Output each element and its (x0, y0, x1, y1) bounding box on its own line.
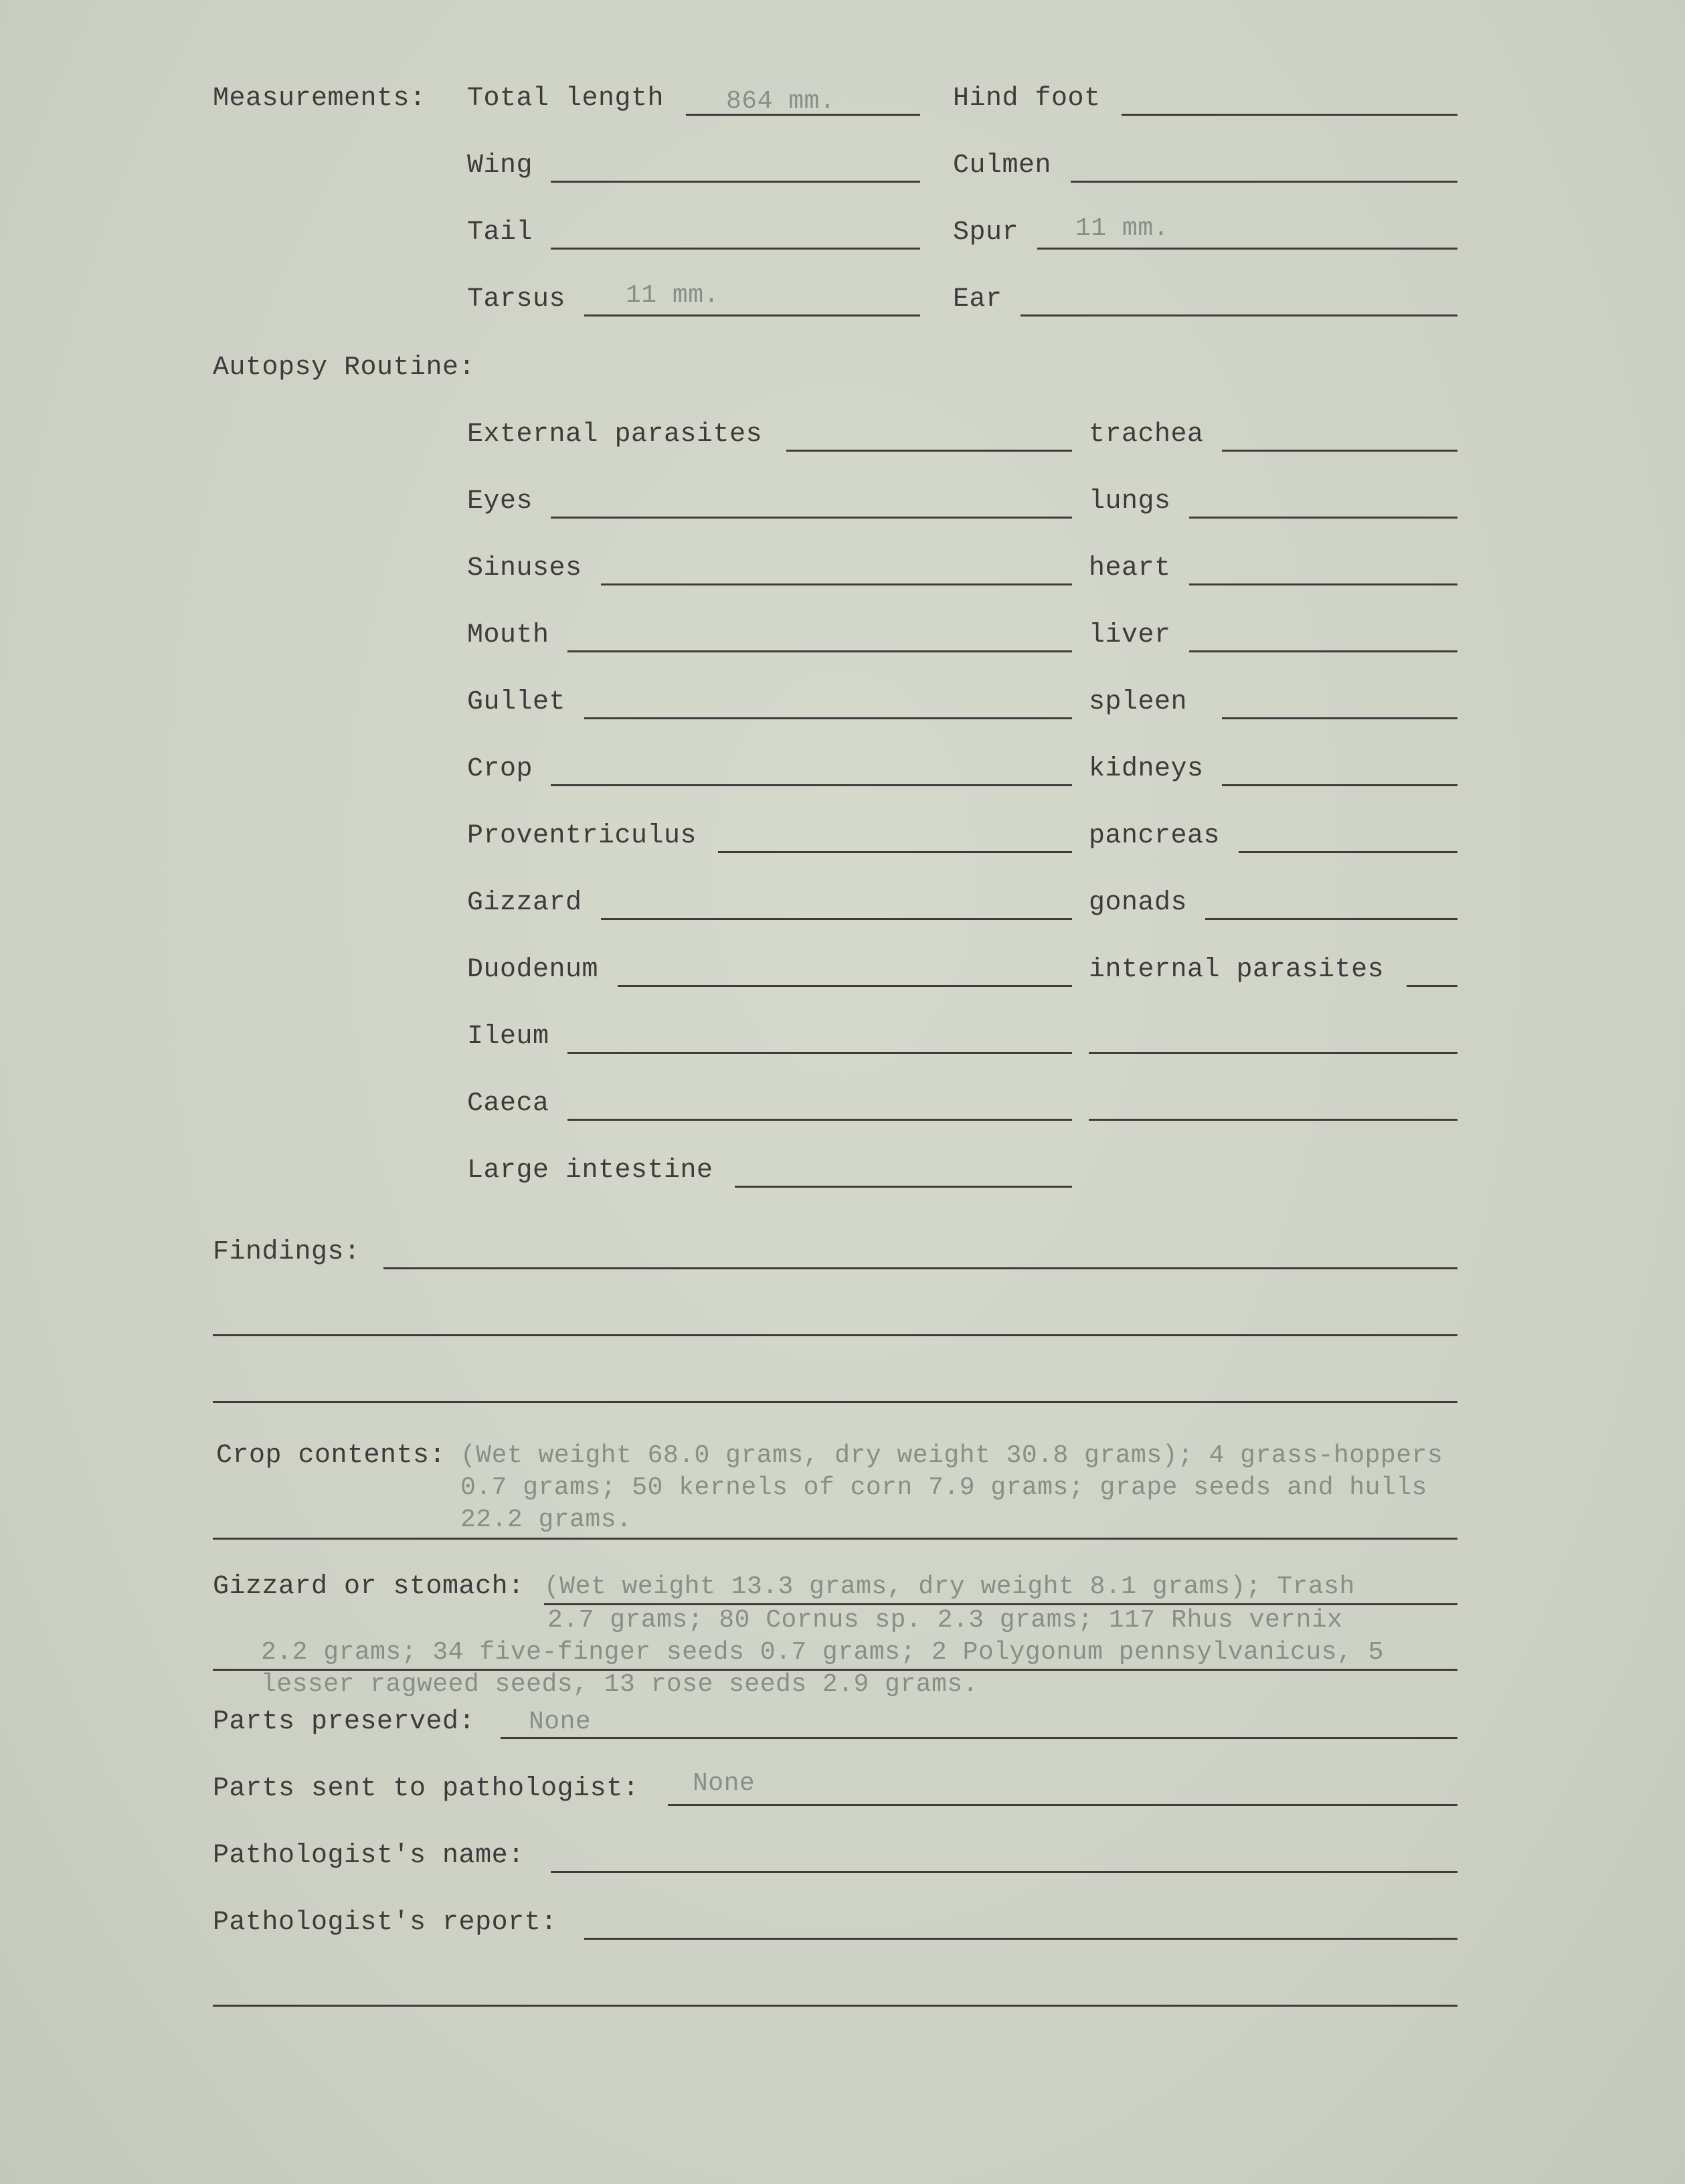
total-length-value: 864 mm. (726, 87, 836, 116)
findings-line-3 (213, 1401, 1457, 1403)
gizzard-line (601, 918, 1072, 920)
heart-line (1189, 583, 1457, 585)
mouth-line (567, 650, 1072, 652)
pathologist-report-line-1 (584, 1938, 1457, 1940)
ear-line (1021, 314, 1457, 316)
duodenum-line (618, 985, 1072, 987)
crop-contents-line-3: 22.2 grams. (460, 1506, 632, 1534)
proventriculus-label: Proventriculus (467, 821, 697, 851)
sinuses-line (601, 583, 1072, 585)
large-intestine-line (735, 1186, 1072, 1188)
kidneys-label: kidneys (1089, 754, 1204, 784)
gizzard-contents-line-4: lesser ragweed seeds, 13 rose seeds 2.9 grams. (261, 1670, 978, 1699)
blank-line-right-2 (1089, 1119, 1457, 1121)
pathologist-name-line (551, 1871, 1457, 1873)
ileum-line (567, 1052, 1072, 1054)
caeca-line (567, 1119, 1072, 1121)
crop-contents-line (213, 1538, 1457, 1540)
gizzard-stomach-label: Gizzard or stomach: (213, 1572, 525, 1602)
duodenum-label: Duodenum (467, 955, 599, 985)
gullet-line (584, 717, 1072, 719)
parts-preserved-label: Parts preserved: (213, 1707, 476, 1737)
findings-label: Findings: (213, 1237, 361, 1267)
kidneys-line (1222, 784, 1457, 786)
spur-line (1037, 248, 1457, 250)
crop-contents-line-2: 0.7 grams; 50 kernels of corn 7.9 grams; grape seeds and hulls (460, 1473, 1427, 1502)
internal-parasites-line (1407, 985, 1457, 987)
ear-label: Ear (953, 284, 1002, 314)
large-intestine-label: Large intestine (467, 1156, 713, 1186)
findings-line-1 (383, 1267, 1457, 1269)
lungs-label: lungs (1089, 486, 1171, 517)
heart-label: heart (1089, 553, 1171, 583)
tail-label: Tail (467, 217, 533, 248)
proventriculus-line (718, 851, 1072, 853)
blank-line-right-1 (1089, 1052, 1457, 1054)
ileum-label: Ileum (467, 1022, 549, 1052)
culmen-line (1071, 181, 1457, 183)
crop-contents-line-1: (Wet weight 68.0 grams, dry weight 30.8 grams); 4 grass-hoppers (460, 1441, 1443, 1470)
pancreas-line (1239, 851, 1457, 853)
parts-sent-line (668, 1804, 1457, 1806)
wing-label: Wing (467, 151, 533, 181)
hind-foot-line (1122, 114, 1457, 116)
pathologist-report-label: Pathologist's report: (213, 1908, 557, 1938)
tarsus-value: 11 mm. (626, 281, 719, 310)
total-length-line (686, 114, 920, 116)
hind-foot-label: Hind foot (953, 84, 1101, 114)
liver-label: liver (1089, 620, 1171, 650)
wing-line (551, 181, 920, 183)
spleen-label: spleen (1089, 687, 1188, 717)
eyes-label: Eyes (467, 486, 533, 517)
lungs-line (1189, 517, 1457, 519)
crop-contents-label: Crop contents: (216, 1441, 446, 1471)
pathologist-name-label: Pathologist's name: (213, 1841, 525, 1871)
caeca-label: Caeca (467, 1089, 549, 1119)
sinuses-label: Sinuses (467, 553, 582, 583)
trachea-line (1222, 450, 1457, 452)
spur-value: 11 mm. (1075, 214, 1169, 243)
gizzard-contents-line-2: 2.7 grams; 80 Cornus sp. 2.3 grams; 117 Rhus vernix (547, 1606, 1343, 1635)
parts-sent-label: Parts sent to pathologist: (213, 1774, 640, 1804)
internal-parasites-label: internal parasites (1089, 955, 1385, 985)
tail-line (551, 248, 920, 250)
tarsus-label: Tarsus (467, 284, 566, 314)
liver-line (1189, 650, 1457, 652)
pancreas-label: pancreas (1089, 821, 1221, 851)
mouth-label: Mouth (467, 620, 549, 650)
external-parasites-line (786, 450, 1072, 452)
spur-label: Spur (953, 217, 1019, 248)
gonads-label: gonads (1089, 888, 1188, 918)
gizzard-contents-line-3: 2.2 grams; 34 five-finger seeds 0.7 grams; 2 Polygonum pennsylvanicus, 5 (261, 1638, 1384, 1667)
gonads-line (1205, 918, 1457, 920)
gullet-label: Gullet (467, 687, 566, 717)
gizzard-label: Gizzard (467, 888, 582, 918)
parts-sent-value: None (693, 1769, 756, 1798)
parts-preserved-line (501, 1737, 1457, 1739)
trachea-label: trachea (1089, 420, 1204, 450)
crop-label: Crop (467, 754, 533, 784)
measurements-label: Measurements: (213, 84, 426, 114)
gizzard-contents-line-1: (Wet weight 13.3 grams, dry weight 8.1 grams); Trash (544, 1572, 1355, 1601)
spleen-line (1222, 717, 1457, 719)
findings-line-2 (213, 1334, 1457, 1336)
external-parasites-label: External parasites (467, 420, 763, 450)
pathologist-report-line-2 (213, 2005, 1457, 2007)
culmen-label: Culmen (953, 151, 1052, 181)
autopsy-routine-label: Autopsy Routine: (213, 353, 476, 383)
tarsus-line (584, 314, 920, 316)
parts-preserved-value: None (529, 1708, 592, 1736)
eyes-line (551, 517, 1072, 519)
crop-line (551, 784, 1072, 786)
total-length-label: Total length (467, 84, 664, 114)
